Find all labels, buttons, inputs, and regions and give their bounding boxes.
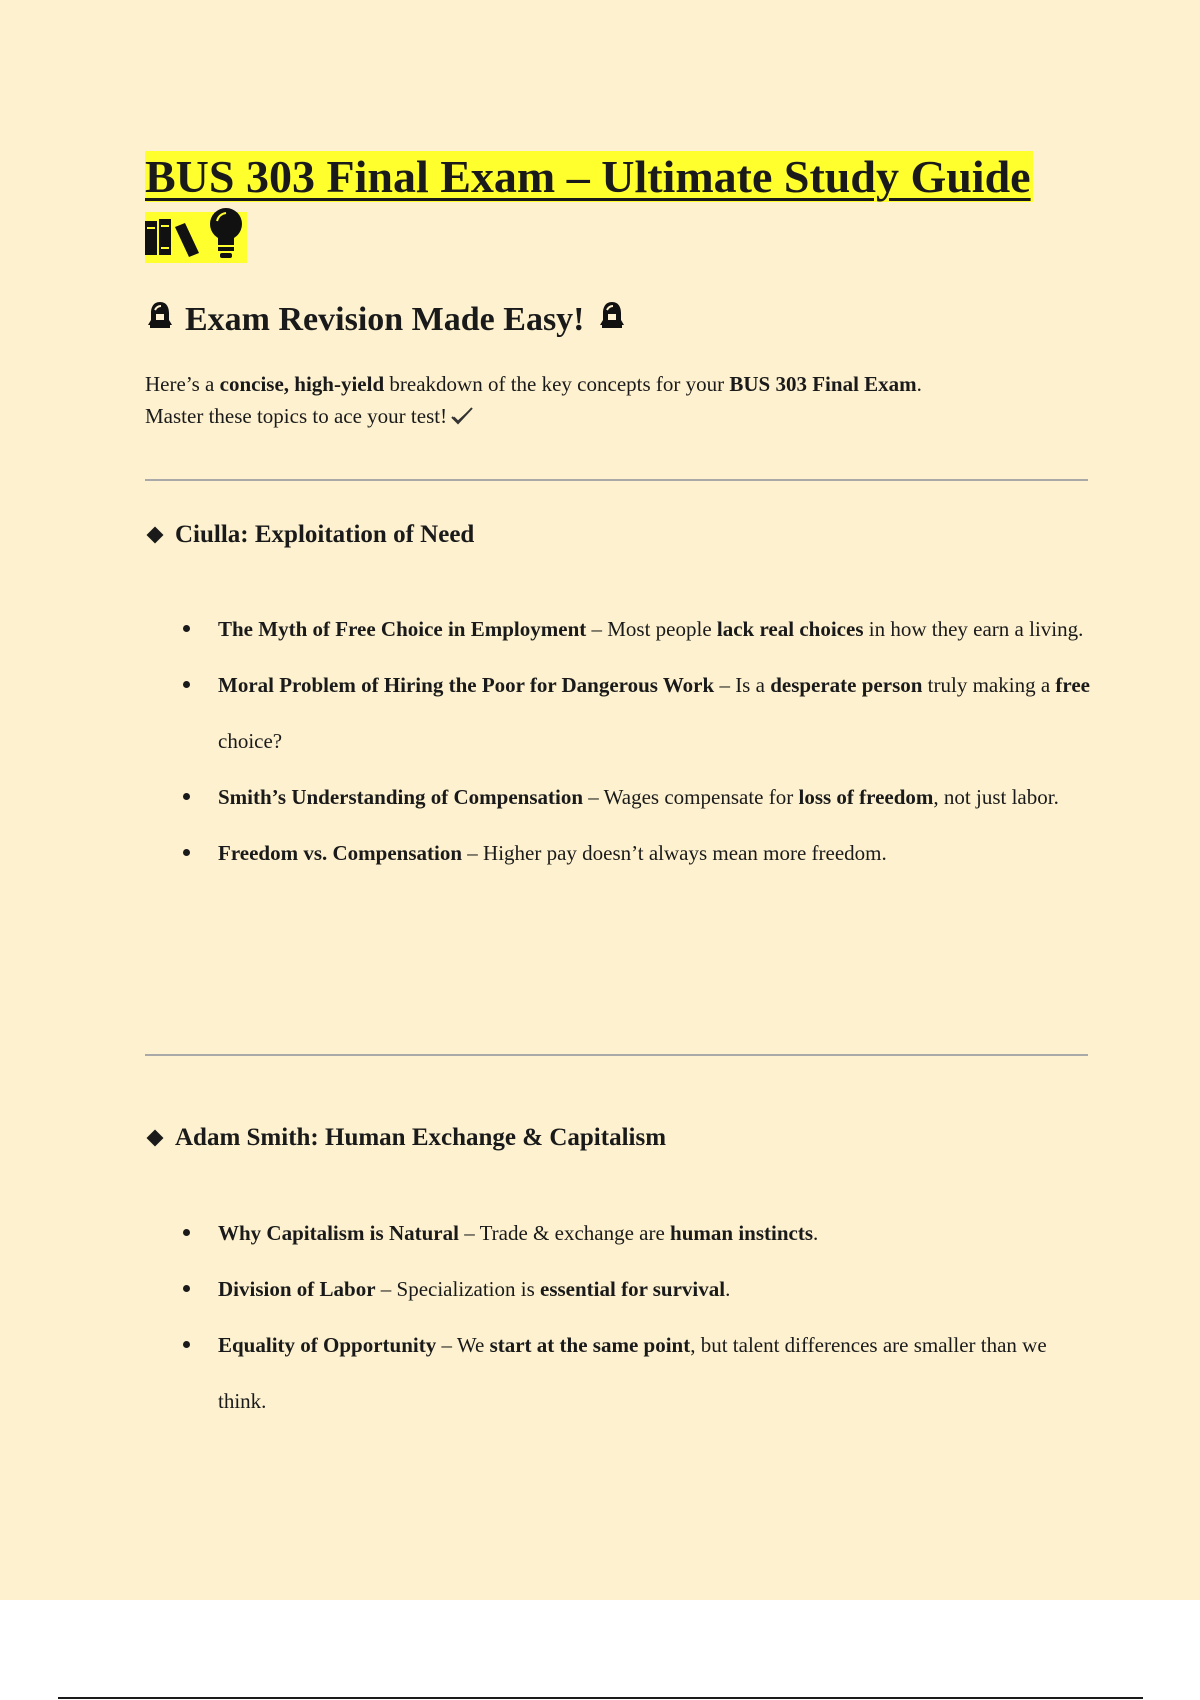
section-title-adam-smith	[145, 1121, 666, 1155]
list-item-term: The Myth of Free Choice in Employment	[218, 617, 587, 641]
list-item-separator: –	[458, 1221, 480, 1245]
list-item	[145, 1317, 1090, 1429]
check-icon	[450, 403, 474, 435]
list-item-separator: –	[586, 617, 608, 641]
list-item-text: Trade & exchange are	[479, 1221, 671, 1245]
page-break-rule	[58, 1697, 1143, 1699]
section-title-ciulla	[145, 518, 474, 552]
list-item-separator: –	[462, 841, 484, 865]
adam-smith-list	[145, 1205, 1090, 1429]
list-item-term: Why Capitalism is Natural	[218, 1221, 459, 1245]
list-item	[145, 1205, 1090, 1261]
intro-text: Here’s a	[145, 372, 220, 396]
list-item-text: Higher pay doesn’t always mean more freedom.	[483, 841, 887, 865]
list-item	[145, 769, 1090, 825]
bell-icon	[597, 296, 627, 344]
subtitle-text: Exam Revision Made Easy!	[185, 301, 585, 338]
list-item-text: , but talent differences are smaller than we think.	[218, 1333, 1047, 1413]
list-item-text: .	[725, 1277, 731, 1301]
books-icon	[145, 211, 203, 272]
list-item-text: choice?	[218, 729, 283, 753]
ciulla-list	[145, 601, 1090, 881]
list-item-text: Most people	[607, 617, 717, 641]
intro-paragraph	[145, 368, 1095, 435]
list-item	[145, 601, 1090, 657]
list-item-separator: –	[436, 1333, 457, 1357]
list-item-text: truly making a	[922, 673, 1056, 697]
section-title-text: Adam Smith: Human Exchange & Capitalism	[175, 1124, 667, 1151]
list-item-separator: –	[375, 1277, 397, 1301]
list-item-bold-text: start at the same point	[489, 1333, 691, 1357]
diamond-icon	[147, 1130, 164, 1147]
list-item-term: Moral Problem of Hiring the Poor for Dangerous Work	[218, 673, 715, 697]
bell-icon	[145, 296, 175, 344]
list-item-bold-text: free	[1055, 673, 1090, 697]
subtitle	[145, 296, 627, 344]
intro-text: breakdown of the key concepts for your	[384, 372, 730, 396]
list-item-term: Freedom vs. Compensation	[218, 841, 463, 865]
list-item	[145, 657, 1090, 769]
list-item-text: , not just labor.	[933, 785, 1059, 809]
bullet-icon	[183, 849, 190, 856]
bullet-icon	[183, 625, 190, 632]
list-item-separator: –	[714, 673, 736, 697]
intro-text: Master these topics to ace your test!	[145, 404, 448, 428]
list-item-separator: –	[583, 785, 604, 809]
list-item-term: Smith’s Understanding of Compensation	[218, 785, 584, 809]
list-item	[145, 825, 1090, 881]
list-item-term: Equality of Opportunity	[218, 1333, 437, 1357]
intro-text: .	[916, 372, 922, 396]
title-text: BUS 303 Final Exam – Ultimate Study Guide	[145, 151, 1031, 202]
section-title-text: Ciulla: Exploitation of Need	[175, 521, 475, 548]
bullet-icon	[183, 1285, 190, 1292]
list-item	[145, 1261, 1090, 1317]
list-item-text: We	[456, 1333, 490, 1357]
document-title	[145, 146, 1085, 274]
divider	[145, 1054, 1088, 1056]
divider	[145, 479, 1088, 481]
list-item-text: Wages compensate for	[603, 785, 799, 809]
list-item-bold-text: desperate person	[770, 673, 923, 697]
bullet-icon	[183, 793, 190, 800]
list-item-bold-text: human instincts	[670, 1221, 814, 1245]
list-item-text: Specialization is	[396, 1277, 540, 1301]
list-item-bold-text: essential for survival	[540, 1277, 726, 1301]
bullet-icon	[183, 1341, 190, 1348]
bullet-icon	[183, 681, 190, 688]
diamond-icon	[147, 527, 164, 544]
list-item-bold-text: lack real choices	[716, 617, 864, 641]
intro-bold-text: BUS 303 Final Exam	[729, 372, 917, 396]
bullet-icon	[183, 1229, 190, 1236]
list-item-text: in how they earn a living.	[863, 617, 1084, 641]
list-item-text: .	[813, 1221, 819, 1245]
list-item-term: Division of Labor	[218, 1277, 376, 1301]
intro-bold-text: concise, high-yield	[219, 372, 385, 396]
lightbulb-icon	[207, 207, 245, 274]
list-item-text: Is a	[735, 673, 771, 697]
list-item-bold-text: loss of freedom	[798, 785, 934, 809]
